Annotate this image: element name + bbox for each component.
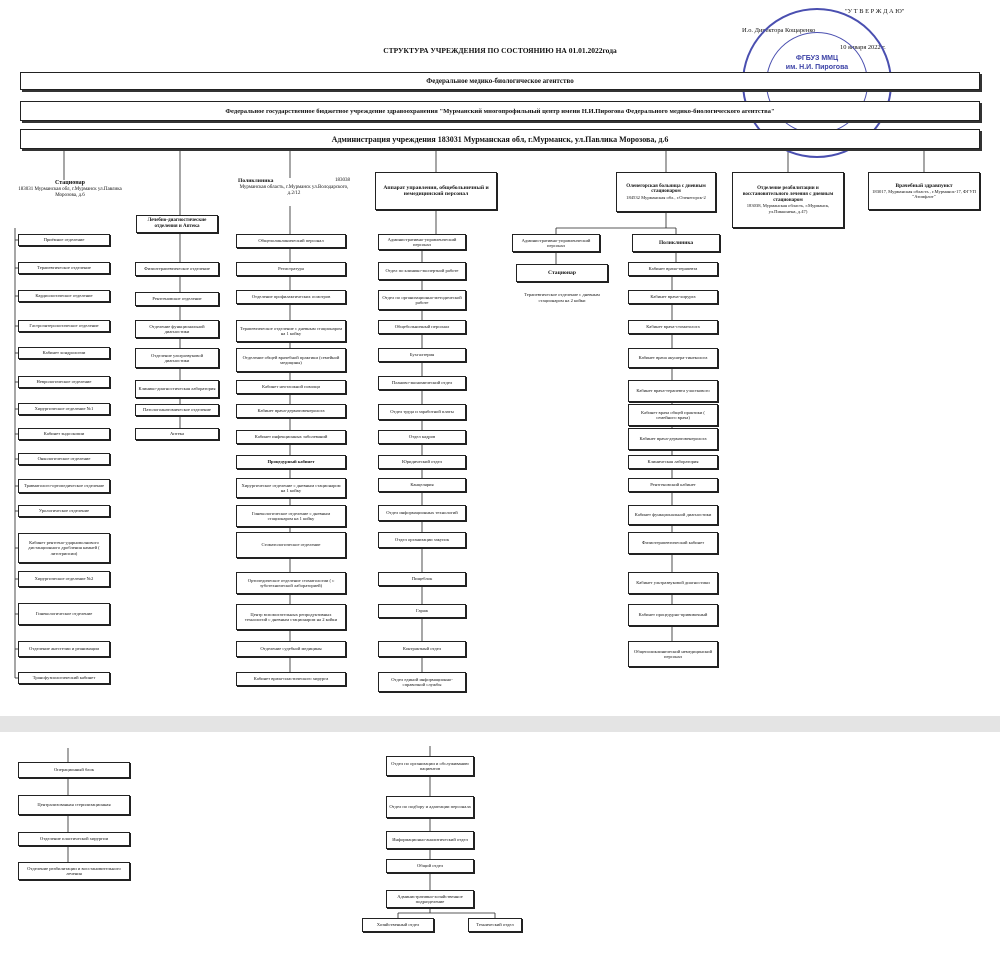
olen-poliklinika-title: Поликлиника [632, 234, 720, 252]
stacionar-item: Урологическое отделение [18, 505, 110, 517]
apparat-item: Юридический отдел [378, 455, 466, 469]
apparat-item: Гараж [378, 604, 466, 618]
col-poliklinika-code: 183038 [335, 178, 350, 183]
top-bar-administration: Администрация учреждения 183031 Мурманская обл, г.Мурманск, ул.Павлика Морозова, д.6 [20, 129, 980, 149]
poliklinika-item: Общеполиклинический персонал [236, 234, 346, 248]
stacionar-item: Терапевтическое отделение [18, 262, 110, 274]
apparat-item: Отдел труда и заработной платы [378, 404, 466, 420]
page-break-separator [0, 716, 1000, 732]
col-poliklinika-header [238, 178, 350, 197]
apparat-item: Отдел по клинико-экспертной работе [378, 262, 466, 280]
page-title: СТРУКТУРА УЧРЕЖДЕНИЯ ПО СОСТОЯНИЮ НА 01.01.2022года [383, 46, 617, 55]
poliklinika-item: Кабинет инфекционных заболеваний [236, 430, 346, 444]
olenegorsk-pol-item: Кабинет функциональной диагностики [628, 505, 718, 525]
stacionar-item: Отделение анестезии и реанимации [18, 641, 110, 657]
stacionar-item: Приёмное отделение [18, 234, 110, 246]
apparat-sub-item: Хозяйственный отдел [362, 918, 434, 932]
col-apparat-title: Аппарат управления, общебольничный и немедицинский персонал [375, 172, 497, 210]
stacionar-item: Гастроэнтерологическое отделение [18, 320, 110, 332]
olenegorsk-pol-item: Кабинет ультразвуковой диагностики [628, 572, 718, 594]
col-reab-title: Отделение реабилитации и восстановительного лечения с дневным стационаром [742, 186, 834, 203]
apparat-item: Административно-управленческий персонал [378, 234, 466, 250]
lechdiag-item: Рентгеновское отделение [135, 292, 219, 306]
poliklinika-item: Терапевтическое отделение с дневным стационаром на 1 койку [236, 320, 346, 342]
apparat-item: Канцелярия [378, 478, 466, 492]
lechdiag-item: Физиотерапевтическое отделение [135, 262, 219, 276]
apparat-item: Отдел организации закупок [378, 532, 466, 548]
col-vrach-header [868, 172, 980, 210]
stacionar-item: Хирургическое отделение №2 [18, 571, 110, 587]
apparat-cont-item: Отдел по организации и обслуживанию пациентов [386, 756, 474, 776]
stacionar-item: Травматолого-ортопедическое отделение [18, 479, 110, 493]
apparat-cont-item: Информационно-аналитический отдел [386, 831, 474, 849]
poliklinika-item: Стоматологическое отделение [236, 532, 346, 558]
poliklinika-item: Кабинет врача-дерматовенеролога [236, 404, 346, 418]
poliklinika-item: Процедурный кабинет [236, 455, 346, 469]
poliklinika-item: Кабинет неотложной помощи [236, 380, 346, 394]
olen-aup-box: Административно-управленческий персонал [512, 234, 600, 252]
apparat-item: Бухгалтерия [378, 348, 466, 362]
stacionar-cont-item: Операционный блок [18, 762, 130, 778]
olenegorsk-pol-item: Кабинет процедурно-прививочный [628, 604, 718, 626]
olenegorsk-pol-item: Общеполиклинический немедицинский персонал [628, 641, 718, 667]
olenegorsk-pol-item: Кабинет врача-стоматолога [628, 320, 718, 334]
col-reab-header [732, 172, 844, 228]
lechdiag-item: Аптека [135, 428, 219, 440]
apparat-item: Отдел единой информационно-справочной службы [378, 672, 466, 692]
stacionar-item: Неврологическое отделение [18, 376, 110, 388]
stacionar-item: Трансфузиологический кабинет [18, 672, 110, 684]
olenegorsk-pol-item: Кабинет врача акушера-гинеколога [628, 348, 718, 368]
poliklinika-item: Регистратура [236, 262, 346, 276]
olenegorsk-pol-item: Кабинет врача общей практики ( семейного врача) [628, 404, 718, 426]
stacionar-item: Хирургическое отделение №1 [18, 403, 110, 415]
col-poliklinika-title: Поликлиника [238, 178, 274, 184]
stacionar-cont-item: Отделение пластической хирургии [18, 832, 130, 846]
apparat-item: Отдел информационных технологий [378, 505, 466, 521]
olenegorsk-pol-item: Клиническая лаборатория [628, 455, 718, 469]
lechdiag-item: Отделение функциональной диагностики [135, 320, 219, 338]
poliklinika-item: Отделение общей врачебной практики (семейной медицины) [236, 348, 346, 372]
col-vrach-title: Врачебный здравпункт [895, 182, 953, 189]
col-stacionar-header [15, 180, 125, 199]
top-bar-fgbuz: Федеральное государственное бюджетное учреждение здравоохранения "Мурманский многопрофильный центр имени Н.И.Пирогова Федерального медико-биологического агентства" [20, 101, 980, 121]
col-vrach-address: 183017, Мурманская область , г.Мурманск-17, ФГУП "Атомфлот" [872, 188, 976, 200]
olenegorsk-pol-item: Рентгеновский кабинет [628, 478, 718, 492]
apparat-item: Отдел по организационно-методической работе [378, 290, 466, 310]
apparat-sub-item: Технический отдел [468, 918, 522, 932]
stacionar-item: Кабинет рентгено-ударноволнового дистанционного дробления камней ( литотрипсии) [18, 533, 110, 563]
stacionar-item: Гинекологическое отделение [18, 603, 110, 625]
poliklinika-item: Гинекологическое отделение с дневным стационаром на 1 койку [236, 505, 346, 527]
approval-signer: И.о. Директора Кощаренко [742, 27, 816, 34]
stacionar-cont-item: Централизованная стерилизационная [18, 795, 130, 815]
apparat-item: Пищеблок [378, 572, 466, 586]
lechdiag-item: Клинико-диагностическая лаборатория [135, 380, 219, 398]
col-olenegorsk-header [616, 172, 716, 212]
stacionar-item: Кабинет хондрологии [18, 347, 110, 359]
stacionar-item: Кардиологическое отделение [18, 290, 110, 302]
olenegorsk-pol-item: Кабинет врача-хирурга [628, 290, 718, 304]
col-poliklinika-address: Мурманская область, г.Мурманск ул.Володарского, д.2/12 [239, 184, 349, 196]
stacionar-item: Кабинет эндоскопии [18, 428, 110, 440]
apparat-cont-item: Отдел по подбору и адаптации персонала [386, 796, 474, 818]
col-olenegorsk-address: 184532 Мурманская обл., г.Оленегорск-2 [626, 195, 706, 201]
poliklinika-item: Кабинет врача-пластического хирурга [236, 672, 346, 686]
lechdiag-item: Патологоанатомическое отделение [135, 404, 219, 416]
seal-line-1: ФГБУЗ ММЦ [795, 55, 839, 62]
approval-stamp: "У Т В Е Р Ж Д А Ю" [845, 8, 905, 15]
seal-line-2: им. Н.И. Пирогова [785, 64, 849, 72]
approval-date: 10 января 2022 г. [840, 44, 886, 51]
apparat-item: Общебольничный персонал [378, 320, 466, 334]
poliklinika-item: Отделение судебной медицины [236, 641, 346, 657]
col-olenegorsk-title: Оленегорская больница с дневным стационаром [626, 183, 706, 195]
apparat-item: Контрактный отдел [378, 641, 466, 657]
olenegorsk-pol-item: Кабинет врача-терапевта [628, 262, 718, 276]
col-reab-address: 183038, Мурманская область, г.Мурманск, ул.Пикконена, д.47) [746, 203, 830, 214]
apparat-item: Планово-экономический отдел [378, 376, 466, 390]
top-bar-fmba: Федеральное медико-биологическое агентство [20, 72, 980, 90]
stacionar-cont-item: Отделение реабилитации и восстановительного лечения [18, 862, 130, 880]
poliklinika-item: Отделение профилактических осмотров [236, 290, 346, 304]
col-stacionar-title: Стационар [55, 180, 85, 186]
poliklinika-item: Хирургическое отделение с дневным стационаром на 1 койку [236, 478, 346, 498]
apparat-cont-item: Общий отдел [386, 859, 474, 873]
col-stacionar-address: 183031 Мурманская обл, г.Мурманск ул.Павлика Морозова, д.6 [18, 187, 122, 199]
poliklinika-item: Ортопедическое отделение стоматологии ( с зуботехнической лабораторией) [236, 572, 346, 594]
olen-stac-item: Терапевтическое отделение с дневным стационаром на 2 койки [524, 292, 600, 303]
olenegorsk-pol-item: Кабинет врача-дерматовенеролога [628, 428, 718, 450]
apparat-item: Отдел кадров [378, 430, 466, 444]
poliklinika-item: Центр вспомогательных репродуктивных технологий с дневным стационаром на 2 койки [236, 604, 346, 630]
olenegorsk-pol-item: Физиотерапевтический кабинет [628, 532, 718, 554]
lechdiag-item: Отделение ультразвуковой диагностики [135, 348, 219, 368]
olenegorsk-pol-item: Кабинет врача-терапевта участкового [628, 380, 718, 402]
col-poliklinika-title-row [238, 178, 350, 185]
stacionar-item: Онкологическое отделение [18, 453, 110, 465]
apparat-cont-item: Административно-хозяйственное подразделение [386, 890, 474, 908]
col-lechdiag-title: Лечебно-диагностические отделения и Аптека [136, 215, 218, 233]
olen-stacionar-title: Стационар [516, 264, 608, 282]
